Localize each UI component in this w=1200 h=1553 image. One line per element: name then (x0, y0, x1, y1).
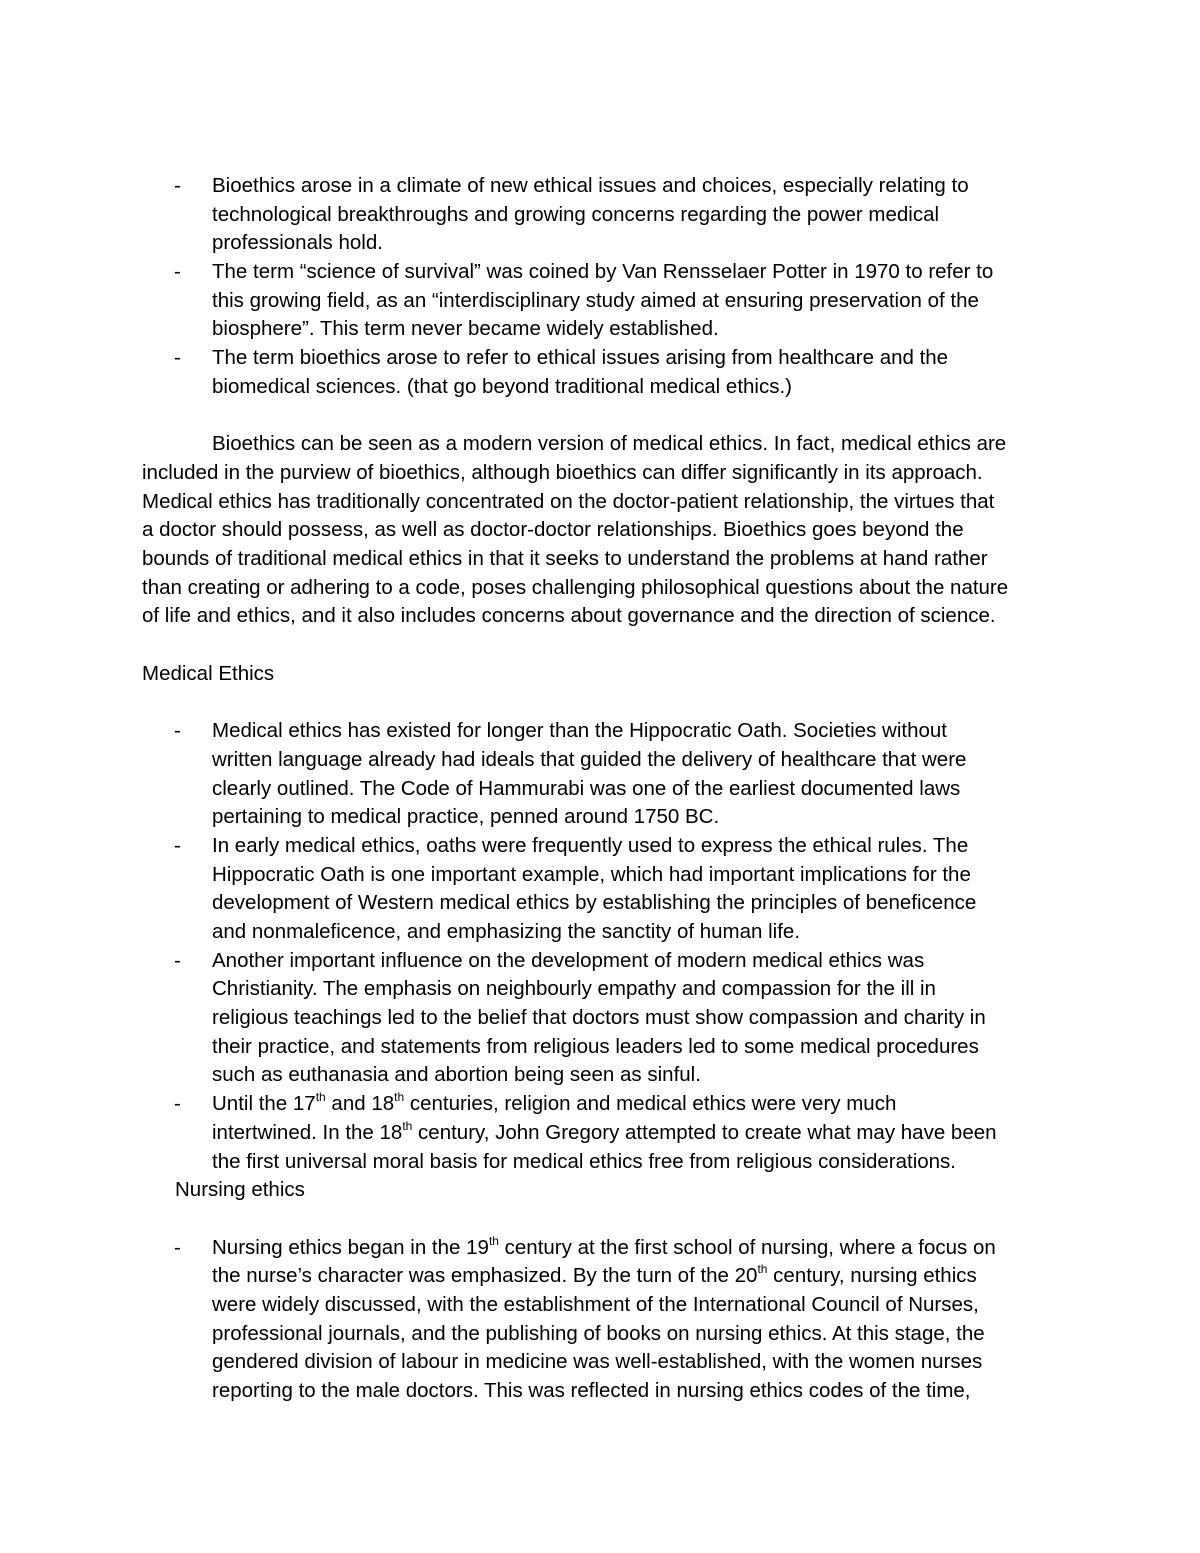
bullet-line: technological breakthroughs and growing concerns regarding the power medical (212, 203, 940, 226)
bullet-line: development of Western medical ethics by establishing the principles of beneficence (212, 891, 977, 914)
bullet-line: the first universal moral basis for medical ethics free from religious considerations. (212, 1150, 956, 1173)
bullet-line: Bioethics arose in a climate of new ethical issues and choices, especially relating to (212, 174, 969, 197)
bullet-dash: - (174, 834, 181, 857)
bullet-dash: - (174, 949, 181, 972)
bullet-line: religious teachings led to the belief that doctors must show compassion and charity in (212, 1006, 986, 1029)
bullet-line: Hippocratic Oath is one important example, which had important implications for the (212, 863, 971, 886)
paragraph-line: included in the purview of bioethics, although bioethics can differ significantly in its approach. (142, 461, 983, 484)
paragraph-line: of life and ethics, and it also includes concerns about governance and the direction of science. (142, 604, 996, 627)
bullet-line: their practice, and statements from religious leaders led to some medical procedures (212, 1035, 979, 1058)
bullet-line: clearly outlined. The Code of Hammurabi was one of the earliest documented laws (212, 777, 961, 800)
section-heading-nursing-ethics: Nursing ethics (175, 1178, 305, 1201)
paragraph-line: than creating or adhering to a code, poses challenging philosophical questions about the nature (142, 576, 1009, 599)
bullet-line: written language already had ideals that guided the delivery of healthcare that were (212, 748, 967, 771)
bullet-line: such as euthanasia and abortion being seen as sinful. (212, 1063, 701, 1086)
paragraph-line: Bioethics can be seen as a modern version of medical ethics. In fact, medical ethics are (212, 432, 1007, 455)
bullet-dash: - (174, 1236, 181, 1259)
bullet-line: the nurse’s character was emphasized. By the turn of the 20th century, nursing ethics (212, 1262, 977, 1287)
bullet-line: biosphere”. This term never became widely established. (212, 317, 719, 340)
bullet-line: Until the 17th and 18th centuries, religion and medical ethics were very much (212, 1090, 897, 1115)
bullet-line: Another important influence on the development of modern medical ethics was (212, 949, 925, 972)
paragraph-line: Medical ethics has traditionally concentrated on the doctor-patient relationship, the virtues that (142, 490, 995, 513)
bullet-line: Nursing ethics began in the 19th century at the first school of nursing, where a focus on (212, 1234, 996, 1259)
bullet-dash: - (174, 174, 181, 197)
bullet-line: gendered division of labour in medicine was well-established, with the women nurses (212, 1350, 983, 1373)
bullet-line: were widely discussed, with the establishment of the International Council of Nurses, (212, 1293, 979, 1316)
bullet-line: professionals hold. (212, 231, 383, 254)
bullet-line: professional journals, and the publishing of books on nursing ethics. At this stage, the (212, 1322, 985, 1345)
bullet-line: The term “science of survival” was coined by Van Rensselaer Potter in 1970 to refer to (212, 260, 994, 283)
section-heading-medical-ethics: Medical Ethics (142, 662, 275, 685)
bullet-line: this growing field, as an “interdisciplinary study aimed at ensuring preservation of the (212, 289, 979, 312)
bullet-line: In early medical ethics, oaths were frequently used to express the ethical rules. The (212, 834, 969, 857)
bullet-line: The term bioethics arose to refer to ethical issues arising from healthcare and the (212, 346, 949, 369)
paragraph-line: bounds of traditional medical ethics in that it seeks to understand the problems at hand rather (142, 547, 988, 570)
bullet-dash: - (174, 1092, 181, 1115)
bullet-dash: - (174, 260, 181, 283)
paragraph-line: a doctor should possess, as well as doctor-doctor relationships. Bioethics goes beyond the (142, 518, 964, 541)
bullet-dash: - (174, 719, 181, 742)
bullet-line: Medical ethics has existed for longer than the Hippocratic Oath. Societies without (212, 719, 947, 742)
bullet-line: pertaining to medical practice, penned around 1750 BC. (212, 805, 720, 828)
bullet-line: reporting to the male doctors. This was reflected in nursing ethics codes of the time, (212, 1379, 971, 1402)
bullet-line: intertwined. In the 18th century, John Gregory attempted to create what may have been (212, 1119, 997, 1144)
bullet-dash: - (174, 346, 181, 369)
bullet-line: Christianity. The emphasis on neighbourly empathy and compassion for the ill in (212, 977, 936, 1000)
bullet-line: and nonmaleficence, and emphasizing the sanctity of human life. (212, 920, 801, 943)
bullet-line: biomedical sciences. (that go beyond traditional medical ethics.) (212, 375, 792, 398)
